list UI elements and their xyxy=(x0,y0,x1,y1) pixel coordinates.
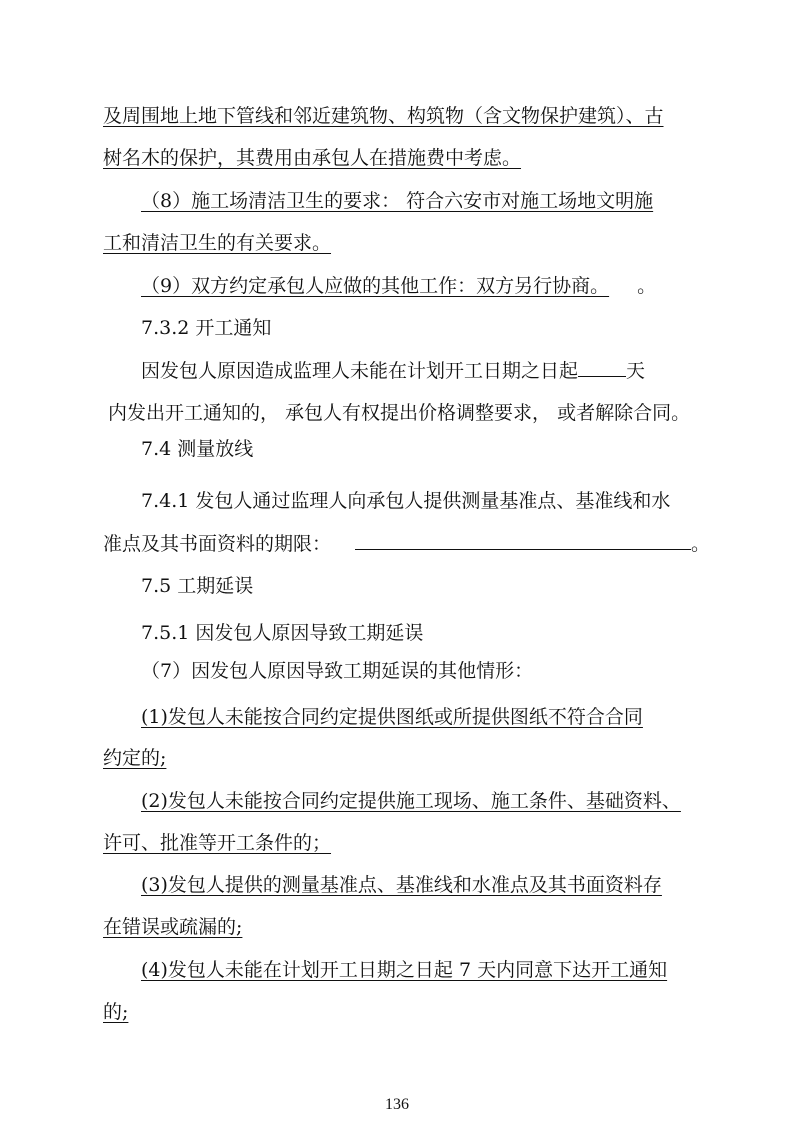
text-span: 树名木的保护，其费用由承包人在措施费中考虑。 xyxy=(103,147,522,169)
text-span: （9）双方约定承包人应做的其他工作：双方另行协商。 xyxy=(141,275,610,297)
text-line: 内发出开工通知的， 承包人有权提出价格调整要求， 或者解除合同。 xyxy=(108,402,691,424)
list-item: (2)发包人未能按合同约定提供施工现场、施工条件、基础资料、 xyxy=(141,790,681,812)
text-span: 工和清洁卫生的有关要求。 xyxy=(103,232,332,254)
blank-field xyxy=(355,531,691,550)
list-item-continuation: 的; xyxy=(103,1001,129,1023)
text-line: （8）施工场清洁卫生的要求： 符合六安市对施工场地文明施 xyxy=(141,190,654,212)
text-span: 。 xyxy=(691,533,711,555)
text-line xyxy=(103,145,569,171)
list-item: (4)发包人未能在计划开工日期之日起 7 天内同意下达开工通知 xyxy=(141,959,668,981)
section-heading: 7.4 测量放线 xyxy=(141,438,254,460)
blank-field xyxy=(578,358,626,377)
list-item: (3)发包人提供的测量基准点、基准线和水准点及其书面资料存 xyxy=(141,874,662,896)
text-line xyxy=(141,358,645,384)
text-span: 。 xyxy=(637,275,657,297)
list-item-continuation: 许可、批准等开工条件的； xyxy=(103,832,332,854)
text-span: 因发包人原因造成监理人未能在计划开工日期之日起 xyxy=(141,360,579,382)
list-item-continuation: 在错误或疏漏的; xyxy=(103,916,243,938)
text-line xyxy=(103,230,373,256)
section-heading: 7.5.1 因发包人原因导致工期延误 xyxy=(141,622,424,644)
section-heading: 7.5 工期延误 xyxy=(141,575,254,597)
page-number: 136 xyxy=(385,1096,409,1113)
text-line xyxy=(141,273,656,299)
text-line: （7）因发包人原因导致工期延误的其他情形： xyxy=(141,660,534,682)
text-line xyxy=(103,531,710,557)
list-item: (1)发包人未能按合同约定提供图纸或所提供图纸不符合合同 xyxy=(141,706,643,728)
text-span: 天 xyxy=(626,360,646,382)
text-line: 及周围地上地下管线和邻近建筑物、构筑物（含文物保护建筑）、古 xyxy=(103,105,664,127)
text-line: 7.4.1 发包人通过监理人向承包人提供测量基准点、基准线和水 xyxy=(141,490,671,512)
section-heading: 7.3.2 开工通知 xyxy=(141,317,272,339)
text-span: 准点及其书面资料的期限： xyxy=(103,533,332,555)
list-item-continuation: 约定的; xyxy=(103,747,167,769)
